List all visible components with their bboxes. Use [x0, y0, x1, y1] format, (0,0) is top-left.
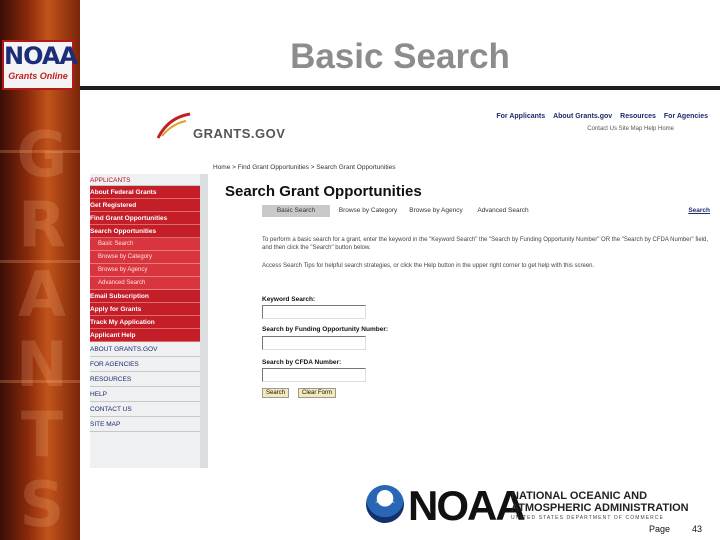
noaa-bird-icon — [375, 495, 395, 503]
band-watermark: G R A N T S — [16, 118, 68, 540]
footer-noaa-wordmark: NOAA — [408, 482, 524, 529]
sidebar-subitem-advanced-search[interactable]: Advanced Search — [90, 277, 200, 290]
sidebar-item-search-opportunities[interactable]: Search Opportunities — [90, 225, 200, 238]
sidebar-header-applicants[interactable]: APPLICANTS — [90, 174, 200, 186]
search-tips-text: Access Search Tips for helpful search strategies, or click the Help button in the upper right corner to get help with this screen. — [262, 263, 595, 269]
keyword-search-input[interactable] — [262, 305, 366, 319]
clear-form-button[interactable]: Clear Form — [298, 388, 336, 398]
logo-noaa-text: NOAA — [4, 42, 77, 70]
sidebar-item-contact-us[interactable]: CONTACT US — [90, 402, 200, 417]
slide-title: Basic Search — [290, 37, 510, 76]
sidebar-item-applicant-help[interactable]: Applicant Help — [90, 329, 200, 342]
page-label: Page — [649, 524, 671, 534]
footer-org-line1: NATIONAL OCEANIC AND — [511, 490, 648, 502]
noaa-emblem-icon — [366, 485, 404, 523]
sidebar-item-for-agencies[interactable]: FOR AGENCIES — [90, 357, 200, 372]
sidebar-item-track-application[interactable]: Track My Application — [90, 316, 200, 329]
footer-org-line2: ATMOSPHERIC ADMINISTRATION — [511, 502, 689, 514]
cfda-number-input[interactable] — [262, 368, 366, 382]
top-link-resources[interactable]: Resources — [620, 113, 656, 120]
sidebar-subitem-browse-agency[interactable]: Browse by Agency — [90, 264, 200, 277]
grants-gov-brand[interactable]: GRANTS.GOV — [193, 126, 286, 141]
funding-number-label: Search by Funding Opportunity Number: — [262, 326, 389, 333]
instructions-text: To perform a basic search for a grant, enter the keyword in the "Keyword Search" the "Search by Funding Opportunity Number" OR the "Search by CFDA Number" field, and then click the "Search" button below. — [262, 237, 708, 251]
grants-gov-screenshot — [90, 96, 720, 468]
funding-number-input[interactable] — [262, 336, 366, 350]
keyword-search-label: Keyword Search: — [262, 296, 316, 303]
sidebar-subitem-basic-search[interactable]: Basic Search — [90, 238, 200, 251]
sidebar-nav — [90, 174, 200, 468]
tab-basic-search[interactable]: Basic Search — [262, 205, 330, 217]
sidebar-item-help[interactable]: HELP — [90, 387, 200, 402]
sidebar-item-about-grants-gov[interactable]: ABOUT GRANTS.GOV — [90, 342, 200, 357]
tab-browse-agency[interactable]: Browse by Agency — [409, 207, 463, 214]
sidebar-item-site-map[interactable]: SITE MAP — [90, 417, 200, 432]
sidebar-item-find-grant-opportunities[interactable]: Find Grant Opportunities — [90, 212, 200, 225]
footer-org-line3: UNITED STATES DEPARTMENT OF COMMERCE — [511, 515, 665, 521]
page-number: 43 — [692, 524, 703, 534]
top-link-agencies[interactable]: For Agencies — [663, 113, 708, 120]
site-top-links — [490, 113, 708, 120]
search-button[interactable]: Search — [262, 388, 289, 398]
sidebar-item-apply-for-grants[interactable]: Apply for Grants — [90, 303, 200, 316]
sidebar-shadow — [200, 174, 208, 468]
sidebar-subitem-browse-category[interactable]: Browse by Category — [90, 251, 200, 264]
title-divider — [80, 86, 720, 90]
search-tabs — [262, 205, 710, 217]
sidebar-item-resources[interactable]: RESOURCES — [90, 372, 200, 387]
sidebar-item-about-federal-grants[interactable]: About Federal Grants — [90, 186, 200, 199]
breadcrumb[interactable]: Home > Find Grant Opportunities > Search Grant Opportunities — [213, 164, 396, 171]
page-title: Search Grant Opportunities — [225, 183, 422, 200]
noaa-grants-online-logo — [2, 40, 77, 90]
sidebar-item-email-subscription[interactable]: Email Subscription — [90, 290, 200, 303]
sidebar-item-get-registered[interactable]: Get Registered — [90, 199, 200, 212]
site-sub-links[interactable]: Contact Us Site Map Help Home — [587, 126, 674, 132]
tab-advanced-search[interactable]: Advanced Search — [477, 207, 529, 214]
tab-search-link[interactable]: Search — [688, 207, 710, 214]
top-link-about[interactable]: About Grants.gov — [553, 113, 613, 120]
tab-browse-category[interactable]: Browse by Category — [338, 207, 398, 214]
grants-gov-swoosh-icon — [156, 112, 192, 140]
logo-grants-online-text: Grants Online — [8, 71, 68, 81]
cfda-number-label: Search by CFDA Number: — [262, 359, 342, 366]
top-link-applicants[interactable]: For Applicants — [496, 113, 546, 120]
